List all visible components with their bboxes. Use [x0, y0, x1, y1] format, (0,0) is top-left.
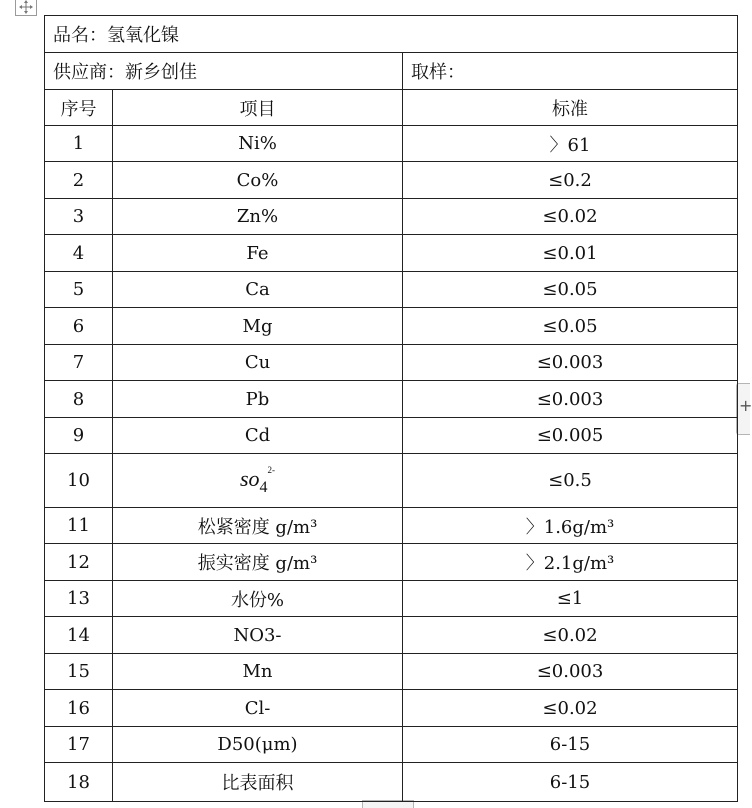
row-index-cell[interactable]: 9	[45, 418, 113, 454]
row-item-cell[interactable]: 水份%	[113, 581, 403, 617]
row-standard-cell[interactable]: 〉61	[403, 126, 738, 162]
table-row	[45, 381, 738, 418]
row-index-cell[interactable]: 16	[45, 690, 113, 727]
sampling-cell[interactable]	[403, 53, 738, 90]
row-standard-cell[interactable]: ≤0.003	[403, 345, 738, 381]
row-item-cell[interactable]: Cl-	[113, 690, 403, 727]
row-item-cell[interactable]: 松紧密度 g/m³	[113, 508, 403, 544]
table-row	[45, 345, 738, 381]
row-index-cell[interactable]: 7	[45, 345, 113, 381]
table-row	[45, 418, 738, 454]
row-item-cell[interactable]: D50(μm)	[113, 727, 403, 763]
row-item-cell[interactable]: 振实密度 g/m³	[113, 544, 403, 581]
row-index-cell[interactable]: 14	[45, 617, 113, 654]
column-header-standard[interactable]: 标准	[403, 90, 738, 126]
table-row	[45, 654, 738, 690]
supplier-label: 供应商：	[53, 62, 125, 83]
row-index-cell[interactable]: 12	[45, 544, 113, 581]
row-item-cell[interactable]: Ni%	[113, 126, 403, 162]
formula-subscript: 4	[259, 478, 268, 496]
table-row	[45, 272, 738, 308]
row-index-cell[interactable]: 6	[45, 308, 113, 345]
move-arrows-icon	[19, 0, 33, 14]
table-row	[45, 617, 738, 654]
product-label: 品名：	[53, 25, 107, 46]
table-row	[45, 508, 738, 544]
row-index-cell[interactable]: 1	[45, 126, 113, 162]
row-item-cell[interactable]: Ca	[113, 272, 403, 308]
table-row	[45, 581, 738, 617]
column-header-item[interactable]: 项目	[113, 90, 403, 126]
row-item-cell[interactable]: Fe	[113, 235, 403, 272]
row-index-cell[interactable]: 13	[45, 581, 113, 617]
column-header-row	[45, 90, 738, 126]
add-column-handle[interactable]	[736, 383, 750, 435]
table-row	[45, 199, 738, 235]
formula-base: so	[239, 465, 260, 491]
table-row	[45, 544, 738, 581]
row-item-cell[interactable]: Mn	[113, 654, 403, 690]
row-item-cell[interactable]: NO3-	[113, 617, 403, 654]
row-item-cell[interactable]: 比表面积	[113, 763, 403, 802]
column-header-index[interactable]: 序号	[45, 90, 113, 126]
row-index-cell[interactable]: 18	[45, 763, 113, 802]
supplier-row	[45, 53, 738, 90]
row-index-cell[interactable]: 10	[45, 454, 113, 508]
row-index-cell[interactable]: 5	[45, 272, 113, 308]
product-name-cell[interactable]	[45, 16, 738, 53]
table-move-handle[interactable]	[15, 0, 37, 16]
product-row	[45, 16, 738, 53]
sulfate-formula	[239, 464, 276, 496]
row-index-cell[interactable]: 3	[45, 199, 113, 235]
row-index-cell[interactable]: 2	[45, 162, 113, 199]
row-standard-cell[interactable]: ≤0.02	[403, 617, 738, 654]
row-standard-cell[interactable]: ≤0.01	[403, 235, 738, 272]
spec-table	[44, 15, 738, 802]
row-standard-cell[interactable]: 6-15	[403, 727, 738, 763]
table-row	[45, 690, 738, 727]
supplier-name: 新乡创佳	[125, 62, 197, 83]
product-name: 氢氧化镍	[107, 25, 179, 46]
row-standard-cell[interactable]: ≤0.005	[403, 418, 738, 454]
table-row	[45, 308, 738, 345]
row-standard-cell[interactable]: ≤0.05	[403, 272, 738, 308]
row-item-cell[interactable]: Pb	[113, 381, 403, 418]
row-standard-cell[interactable]: ≤0.2	[403, 162, 738, 199]
row-index-cell[interactable]: 4	[45, 235, 113, 272]
row-standard-cell[interactable]: 6-15	[403, 763, 738, 802]
row-standard-cell[interactable]: ≤0.003	[403, 381, 738, 418]
plus-icon: +	[739, 396, 752, 415]
table-row	[45, 727, 738, 763]
row-item-cell[interactable]: Mg	[113, 308, 403, 345]
row-item-cell[interactable]: Cd	[113, 418, 403, 454]
row-item-cell[interactable]: Cu	[113, 345, 403, 381]
row-standard-cell[interactable]: ≤0.02	[403, 690, 738, 727]
row-index-cell[interactable]: 17	[45, 727, 113, 763]
row-standard-cell[interactable]: 〉1.6g/m³	[403, 508, 738, 544]
table-row	[45, 454, 738, 508]
table-row	[45, 162, 738, 199]
table-row	[45, 126, 738, 162]
sampling-label: 取样：	[411, 62, 465, 83]
row-item-cell[interactable]	[113, 454, 403, 508]
row-index-cell[interactable]: 8	[45, 381, 113, 418]
row-standard-cell[interactable]: ≤0.05	[403, 308, 738, 345]
row-standard-cell[interactable]: ≤0.5	[403, 454, 738, 508]
supplier-cell[interactable]	[45, 53, 403, 90]
row-item-cell[interactable]: Co%	[113, 162, 403, 199]
table-row	[45, 763, 738, 802]
table-row	[45, 235, 738, 272]
row-item-cell[interactable]: Zn%	[113, 199, 403, 235]
row-standard-cell[interactable]: ≤0.003	[403, 654, 738, 690]
formula-superscript: 2-	[267, 464, 276, 475]
row-standard-cell[interactable]: ≤1	[403, 581, 738, 617]
row-standard-cell[interactable]: 〉2.1g/m³	[403, 544, 738, 581]
row-index-cell[interactable]: 11	[45, 508, 113, 544]
row-index-cell[interactable]: 15	[45, 654, 113, 690]
row-standard-cell[interactable]: ≤0.02	[403, 199, 738, 235]
